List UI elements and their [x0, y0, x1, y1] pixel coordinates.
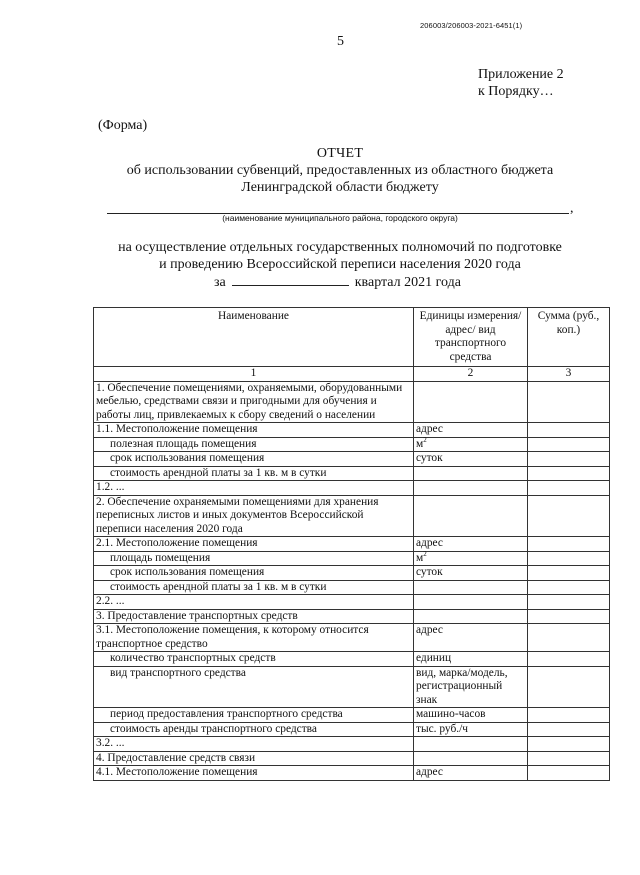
row-name: 1.1. Местоположение помещения [94, 423, 414, 438]
row-unit-text: адрес [416, 423, 443, 435]
row-name: период предоставления транспортного средства [94, 708, 414, 723]
row-unit-text: адрес [416, 766, 443, 778]
row-unit [414, 566, 528, 581]
row-unit [414, 609, 528, 624]
table-body [94, 381, 610, 780]
row-unit [414, 766, 528, 781]
table-row [94, 466, 610, 481]
comma: , [570, 201, 574, 216]
row-sum [528, 423, 610, 438]
row-sum [528, 595, 610, 610]
row-unit-text: вид, марка/модель, регистрационный знак [416, 666, 508, 706]
row-sum [528, 609, 610, 624]
row-sum [528, 495, 610, 537]
row-name: 3.2. ... [94, 737, 414, 752]
appendix-line-2: к Порядку… [478, 84, 554, 99]
table-row [94, 751, 610, 766]
row-sum [528, 652, 610, 667]
table-row [94, 766, 610, 781]
table-row [94, 624, 610, 652]
row-name: 3.1. Местоположение помещения, к которому относится транспортное средство [94, 624, 414, 652]
table-row [94, 652, 610, 667]
row-unit-text: единиц [416, 652, 452, 664]
table-row [94, 437, 610, 452]
row-unit [414, 595, 528, 610]
row-name: 2.2. ... [94, 595, 414, 610]
report-purpose-1: на осуществление отдельных государственных полномочий по подготовке [118, 240, 562, 255]
report-title: ОТЧЕТ [316, 146, 364, 161]
row-unit [414, 537, 528, 552]
row-sum [528, 452, 610, 467]
row-unit-text: суток [416, 452, 443, 464]
row-sum [528, 466, 610, 481]
col-number-3: 3 [528, 367, 610, 382]
row-name: площадь помещения [94, 551, 414, 566]
header-name: Наименование [94, 308, 414, 367]
row-sum [528, 666, 610, 708]
row-unit [414, 466, 528, 481]
row-unit-text: тыс. руб./ч [416, 722, 469, 735]
row-unit-text: адрес [416, 624, 443, 636]
table-row [94, 495, 610, 537]
row-unit-text: м [416, 437, 424, 450]
row-sum [528, 537, 610, 552]
row-unit [414, 423, 528, 438]
row-name: 3. Предоставление транспортных средств [94, 609, 414, 624]
row-unit [414, 437, 528, 452]
row-unit [414, 452, 528, 467]
row-sum [528, 766, 610, 781]
row-unit [414, 624, 528, 652]
row-unit [414, 551, 528, 566]
row-sum [528, 624, 610, 652]
row-name: 2.1. Местоположение помещения [94, 537, 414, 552]
row-name: 4.1. Местоположение помещения [94, 766, 414, 781]
table-row [94, 737, 610, 752]
row-sum [528, 437, 610, 452]
row-unit [414, 495, 528, 537]
table-row [94, 722, 610, 737]
table-row [94, 666, 610, 708]
row-sum [528, 381, 610, 423]
municipality-caption: (наименование муниципального района, городского округа) [222, 213, 458, 223]
row-name: срок использования помещения [94, 566, 414, 581]
form-label: (Форма) [98, 118, 148, 133]
row-name: 1.2. ... [94, 481, 414, 496]
header-sum: Сумма (руб., коп.) [528, 308, 610, 367]
row-unit [414, 722, 528, 737]
row-name: 1. Обеспечение помещениями, охраняемыми, оборудованными мебелью, средствами связи и пригодными для обучения и работы лиц, привлекаемых к сбору сведений о населении [94, 381, 414, 423]
page-number: 5 [337, 34, 344, 49]
appendix-line-1: Приложение 2 [478, 67, 564, 82]
col-number-2: 2 [414, 367, 528, 382]
row-unit-text: м [416, 551, 424, 564]
row-sum [528, 751, 610, 766]
row-unit [414, 481, 528, 496]
quarter-line [214, 273, 461, 291]
row-name: полезная площадь помещения [94, 437, 414, 452]
quarter-text: квартал 2021 года [354, 275, 461, 290]
row-name: 2. Обеспечение охраняемыми помещениями для хранения переписных листов и иных документов Всероссийской переписи населения 2020 года [94, 495, 414, 537]
quarter-blank [232, 273, 349, 286]
table-row [94, 452, 610, 467]
appendix-label [478, 66, 564, 100]
row-unit [414, 737, 528, 752]
table-row [94, 580, 610, 595]
table-header-row [94, 308, 610, 367]
row-name: стоимость арендной платы за 1 кв. м в сутки [94, 580, 414, 595]
row-sum [528, 708, 610, 723]
row-unit [414, 708, 528, 723]
document-id: 206003/206003-2021-6451(1) [420, 21, 523, 30]
report-subtitle-2: Ленинградской области бюджету [241, 180, 439, 195]
row-name: срок использования помещения [94, 452, 414, 467]
table-row [94, 381, 610, 423]
table-row [94, 566, 610, 581]
unit-superscript: 2 [423, 435, 427, 444]
row-sum [528, 722, 610, 737]
column-number-row [94, 367, 610, 382]
table-row [94, 708, 610, 723]
row-sum [528, 481, 610, 496]
header-unit: Единицы измерения/адрес/ вид транспортного средства [414, 308, 528, 367]
row-name: стоимость арендной платы за 1 кв. м в сутки [94, 466, 414, 481]
table-row [94, 595, 610, 610]
row-sum [528, 566, 610, 581]
row-name: 4. Предоставление средств связи [94, 751, 414, 766]
row-unit-text: адрес [416, 537, 443, 549]
table-row [94, 537, 610, 552]
row-unit [414, 666, 528, 708]
table-row [94, 551, 610, 566]
quarter-za: за [214, 275, 226, 290]
report-subtitle-1: об использовании субвенций, предоставленных из областного бюджета [126, 163, 554, 178]
row-sum [528, 580, 610, 595]
row-sum [528, 737, 610, 752]
table-row [94, 423, 610, 438]
table-row [94, 609, 610, 624]
row-unit-text: машино-часов [416, 708, 486, 720]
row-name: вид транспортного средства [94, 666, 414, 708]
row-sum [528, 551, 610, 566]
row-unit [414, 381, 528, 423]
row-unit [414, 652, 528, 667]
unit-superscript: 2 [423, 549, 427, 558]
row-name: количество транспортных средств [94, 652, 414, 667]
row-name: стоимость аренды транспортного средства [94, 722, 414, 737]
col-number-1: 1 [94, 367, 414, 382]
report-table [93, 307, 610, 781]
row-unit [414, 751, 528, 766]
table-row [94, 481, 610, 496]
report-purpose-2: и проведению Всероссийской переписи населения 2020 года [159, 257, 521, 272]
row-unit-text: суток [416, 566, 443, 578]
row-unit [414, 580, 528, 595]
